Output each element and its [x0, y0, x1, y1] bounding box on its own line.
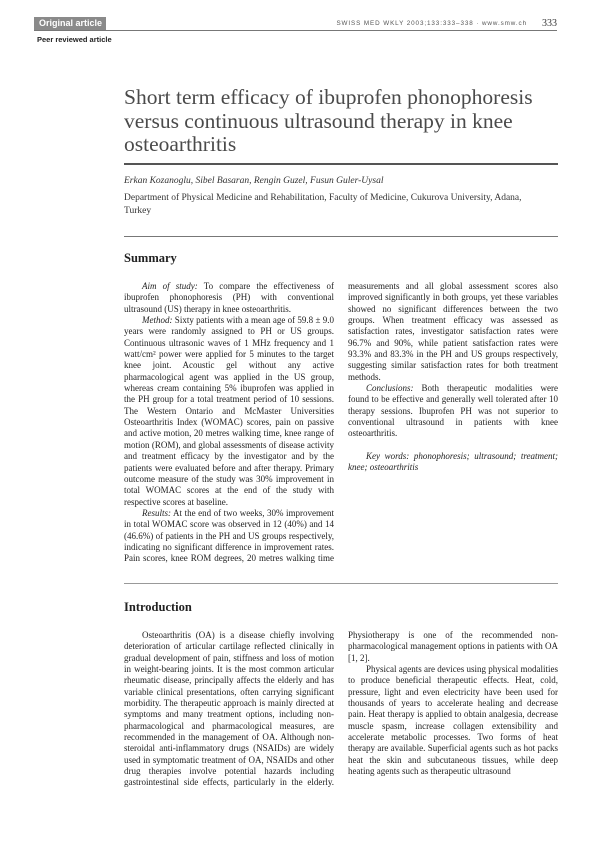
title-rule	[124, 163, 558, 165]
journal-citation: SWISS MED WKLY 2003;133:333–338 · www.smw.ch	[336, 20, 527, 27]
keywords-label: Key words:	[366, 450, 410, 461]
results-text: At the end of two weeks, 30% improvement in total WOMAC score was observed in 12 (40%) and 14 (46.6%) of patients in the PH and US groups respectively, indicating no significant difference in improvement rates. Pain scores, knee ROM degrees, 20 metres walking time measurements and all global assessment scores also improved significantly in both groups, yet these variables showed no significant differences between the two groups. When treatment efficacy was assessed as satisfaction rates, investigator satisfaction rates were 96.7% and 90%, while patient satisfaction rates were 93.3% and 83.3% in the PH and US groups respectively, suggesting similar satisfaction rates for both treatment methods.	[124, 281, 558, 564]
aim-label: Aim of study:	[142, 281, 198, 291]
article-title: Short term efficacy of ibuprofen phonophoresis versus continuous ultrasound therapy in knee osteoarthritis	[124, 85, 533, 156]
summary-paragraph	[348, 383, 558, 440]
conclusions-label: Conclusions:	[366, 383, 414, 394]
author-list: Erkan Kozanoglu, Sibel Basaran, Rengin Guzel, Fusun Guler-Uysal	[124, 176, 384, 186]
summary-heading: Summary	[124, 251, 177, 265]
header-rule	[34, 30, 557, 31]
results-label: Results:	[142, 507, 171, 518]
method-text: Sixty patients with a mean age of 59.8 ± 9.0 years were randomly assigned to PH or US groups. Continuous ultrasonic waves of 1 MHz frequency and 1 watt/cm² power were applied for 5 minutes to the target knee joint. Acoustic gel without any active pharmacological agent was applied in the US group, whereas cream containing 5% ibuprofen was applied in the PH group for a total treatment period of 10 sessions. The Western Ontario and McMaster Universities Osteoarthritis Index (WOMAC) scores, pain on passive and active motion, 20 metres walking time, knee range of motion (ROM), and global assessments of disease activity and treatment efficacy by the investigator and by the patients were evaluated before and after therapy. Primary outcome measure of the study was 30% improvement in total WOMAC scores at the end of the study with respective scores at baseline.	[124, 315, 334, 507]
intro-paragraph-1: Osteoarthritis (OA) is a disease chiefly involving deterioration of articular cartilage reflected clinically in gradual development of pain, stiffness and loss of motion in weight-bearing joints. It is the most common articular rheumatic disease, principally affects the elderly and has variable clinical presentations, often carrying significant morbidity. The therapeutic approach is mainly directed at symptoms and many treatment options, including non-pharmacological and pharmacological measures, are recommended in the management of OA. Although non-steroidal anti-inflammatory drugs (NSAIDs) are widely used in symptomatic treatment of OA, NSAIDs and other drug therapies involve potential hazards including gastrointestinal side effects, particularly in the elderly. Physiotherapy is one of the recommended non-pharmacological management options in patients with OA [1, 2].	[124, 630, 558, 788]
introduction-body	[124, 630, 558, 835]
method-label: Method:	[142, 315, 173, 326]
section-rule	[124, 583, 558, 584]
article-type-tag: Original article	[34, 17, 106, 30]
page-number: 333	[542, 18, 557, 29]
keywords-text: phonophoresis; ultrasound; treatment; knee; osteoarthritis	[348, 450, 558, 473]
peer-reviewed-label: Peer reviewed article	[37, 35, 112, 44]
aim-text: To compare the effectiveness of ibuprofen phonophoresis (PH) with conventional ultrasound (US) therapy in knee osteoarthritis.	[124, 281, 334, 314]
summary-column	[124, 281, 558, 565]
keywords	[348, 451, 558, 474]
introduction-heading: Introduction	[124, 600, 192, 614]
summary-paragraph	[124, 315, 334, 508]
running-header	[34, 17, 557, 30]
summary-paragraph	[124, 281, 334, 315]
conclusions-text: Both therapeutic modalities were found to be effective and generally well tolerated after 10 therapy sessions. Ibuprofen PH was not superior to conventional ultrasound in patients with knee osteoarthritis.	[348, 383, 558, 439]
affiliation: Department of Physical Medicine and Rehabilitation, Faculty of Medicine, Cukurova University, Adana, Turkey	[124, 193, 522, 216]
affiliation-rule	[124, 236, 558, 237]
intro-paragraph-2: Physical agents are devices using physical modalities to produce beneficial therapeutic effects. Heat, cold, pressure, light and even electricity have been used for thousands of years to accelerate healing and decrease pain. Heat therapy is applied to obtain analgesia, decrease muscle spasm, increase collagen extensibility and accelerate metabolic processes. Two forms of heat therapy are available. Superficial agents such as hot packs heat the skin and subcutaneous tissues, while deep heating agents such as therapeutic ultrasound	[348, 664, 558, 777]
